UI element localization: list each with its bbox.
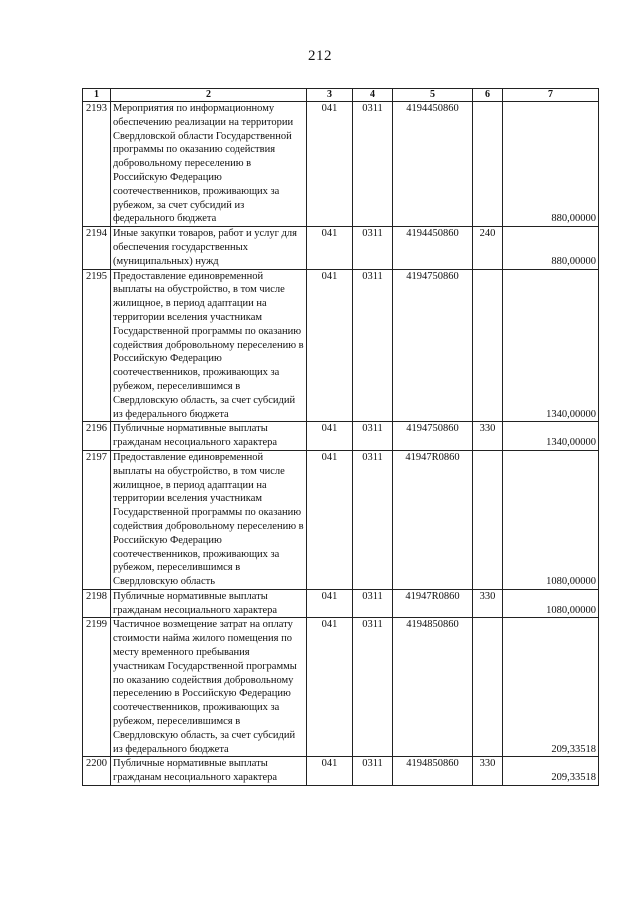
table-row bbox=[83, 422, 599, 451]
row-col6: 330 bbox=[473, 757, 503, 786]
row-col4: 0311 bbox=[353, 227, 393, 269]
row-col3: 041 bbox=[307, 422, 353, 451]
row-number: 2193 bbox=[83, 102, 111, 227]
row-col4: 0311 bbox=[353, 589, 393, 618]
row-col5: 4194750860 bbox=[393, 269, 473, 422]
row-sum: 1340,00000 bbox=[503, 422, 599, 451]
row-col3: 041 bbox=[307, 102, 353, 227]
row-col6: 240 bbox=[473, 227, 503, 269]
row-col5: 4194850860 bbox=[393, 757, 473, 786]
row-number: 2197 bbox=[83, 450, 111, 589]
col-header-2: 2 bbox=[111, 89, 307, 102]
row-name: Иные закупки товаров, работ и услуг для обеспечения государственных (муниципальных) нужд bbox=[111, 227, 307, 269]
row-name: Публичные нормативные выплаты гражданам несоциального характера bbox=[111, 422, 307, 451]
row-col4: 0311 bbox=[353, 422, 393, 451]
row-col4: 0311 bbox=[353, 269, 393, 422]
col-header-3: 3 bbox=[307, 89, 353, 102]
table-row bbox=[83, 102, 599, 227]
row-col3: 041 bbox=[307, 618, 353, 757]
row-sum: 209,33518 bbox=[503, 618, 599, 757]
row-name: Предоставление единовременной выплаты на обустройство, в том числе жилищное, в период адаптации на территории вселения участникам Государственной программы по оказанию содействия добровольному переселению в Российскую Федерацию соотечественников, проживающих за рубежом, переселившимся в Свердловскую область, за счет субсидий из федерального бюджета bbox=[111, 269, 307, 422]
page-number: 212 bbox=[308, 48, 332, 64]
row-sum: 880,00000 bbox=[503, 102, 599, 227]
row-col5: 41947R0860 bbox=[393, 589, 473, 618]
row-sum: 880,00000 bbox=[503, 227, 599, 269]
row-sum: 1080,00000 bbox=[503, 589, 599, 618]
table-row bbox=[83, 450, 599, 589]
row-col6: 330 bbox=[473, 589, 503, 618]
table-row bbox=[83, 227, 599, 269]
row-number: 2195 bbox=[83, 269, 111, 422]
row-col4: 0311 bbox=[353, 102, 393, 227]
row-name: Публичные нормативные выплаты гражданам несоциального характера bbox=[111, 589, 307, 618]
row-number: 2196 bbox=[83, 422, 111, 451]
row-col6: 330 bbox=[473, 422, 503, 451]
budget-table bbox=[82, 88, 599, 786]
row-number: 2194 bbox=[83, 227, 111, 269]
col-header-7: 7 bbox=[503, 89, 599, 102]
table-row bbox=[83, 618, 599, 757]
row-sum: 209,33518 bbox=[503, 757, 599, 786]
row-col5: 4194450860 bbox=[393, 102, 473, 227]
table-row bbox=[83, 757, 599, 786]
col-header-4: 4 bbox=[353, 89, 393, 102]
row-name: Публичные нормативные выплаты гражданам несоциального характера bbox=[111, 757, 307, 786]
row-col3: 041 bbox=[307, 589, 353, 618]
row-col6 bbox=[473, 269, 503, 422]
row-col6 bbox=[473, 450, 503, 589]
row-col5: 4194450860 bbox=[393, 227, 473, 269]
row-name: Частичное возмещение затрат на оплату стоимости найма жилого помещения по месту временного пребывания участникам Государственной программы по оказанию содействия добровольному переселению в Российскую Федерацию соотечественников, проживающих за рубежом, переселившимся в Свердловскую область, за счет субсидий из федерального бюджета bbox=[111, 618, 307, 757]
row-col3: 041 bbox=[307, 227, 353, 269]
row-col5: 4194750860 bbox=[393, 422, 473, 451]
row-col4: 0311 bbox=[353, 618, 393, 757]
row-sum: 1340,00000 bbox=[503, 269, 599, 422]
row-col5: 41947R0860 bbox=[393, 450, 473, 589]
row-col6 bbox=[473, 102, 503, 227]
row-name: Предоставление единовременной выплаты на обустройство, в том числе жилищное, в период адаптации на территории вселения участникам Государственной программы по оказанию содействия добровольному переселению в Российскую Федерацию соотечественников, проживающих за рубежом, переселившимся в Свердловскую область bbox=[111, 450, 307, 589]
row-sum: 1080,00000 bbox=[503, 450, 599, 589]
row-col4: 0311 bbox=[353, 757, 393, 786]
col-header-6: 6 bbox=[473, 89, 503, 102]
header-row bbox=[83, 89, 599, 102]
row-col4: 0311 bbox=[353, 450, 393, 589]
table-row bbox=[83, 589, 599, 618]
row-col6 bbox=[473, 618, 503, 757]
row-col3: 041 bbox=[307, 269, 353, 422]
row-name: Мероприятия по информационному обеспечению реализации на территории Свердловской области Государственной программы по оказанию содействия добровольному переселению в Российскую Федерацию соотечественников, проживающих за рубежом, за счет субсидий из федерального бюджета bbox=[111, 102, 307, 227]
col-header-5: 5 bbox=[393, 89, 473, 102]
row-col5: 4194850860 bbox=[393, 618, 473, 757]
row-number: 2200 bbox=[83, 757, 111, 786]
row-number: 2198 bbox=[83, 589, 111, 618]
table-row bbox=[83, 269, 599, 422]
row-number: 2199 bbox=[83, 618, 111, 757]
col-header-1: 1 bbox=[83, 89, 111, 102]
row-col3: 041 bbox=[307, 757, 353, 786]
row-col3: 041 bbox=[307, 450, 353, 589]
